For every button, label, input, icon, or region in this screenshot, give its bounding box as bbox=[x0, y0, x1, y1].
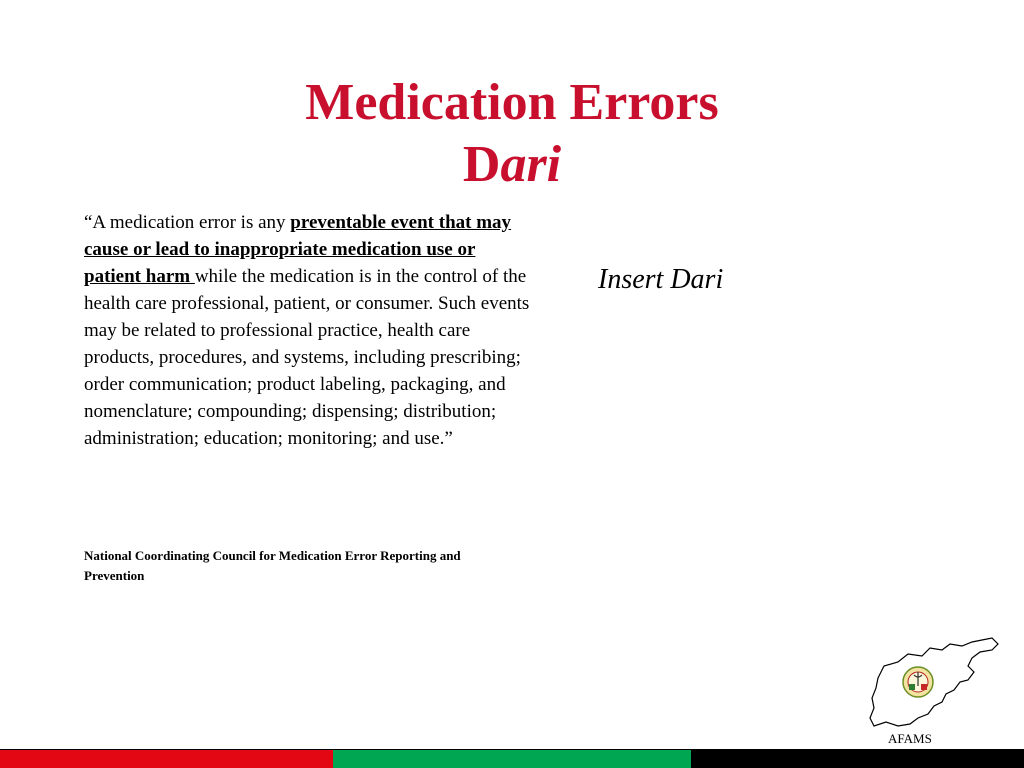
title-line-1: Medication Errors bbox=[305, 74, 719, 131]
emblem-book-left bbox=[909, 684, 915, 690]
emblem-book-right bbox=[921, 684, 927, 690]
title-line-2-prefix: D bbox=[462, 136, 501, 193]
quote-citation: National Coordinating Council for Medication Error Reporting and Prevention bbox=[84, 548, 461, 583]
definition-quote bbox=[84, 209, 534, 452]
slide-title bbox=[0, 72, 1024, 196]
quote-part-1: “A medication error is any bbox=[84, 212, 291, 233]
afghanistan-map-emblem-icon bbox=[864, 636, 1004, 732]
footer-bar-black bbox=[691, 749, 1024, 768]
quote-part-2: while the medication is in the control of the health care professional, patient, or consumer. Such events may be related to professional practice, health care products, procedures, and systems, including prescribing; order communication; product labeling, packaging, and nomenclature; compounding; dispensing; distribution; administration; education; monitoring; and use.” bbox=[84, 266, 530, 449]
insert-dari-placeholder: Insert Dari bbox=[598, 264, 724, 295]
map-outline bbox=[870, 638, 998, 726]
footer-bar-red bbox=[0, 749, 333, 768]
title-line-2 bbox=[0, 134, 1024, 196]
quote-highlight: preventable event that may cause or lead to inappropriate medication use or patient harm bbox=[84, 212, 512, 287]
footer-bar-green bbox=[333, 749, 691, 768]
title-line-2-italic: ari bbox=[500, 136, 562, 193]
afams-label: AFAMS bbox=[888, 731, 932, 746]
